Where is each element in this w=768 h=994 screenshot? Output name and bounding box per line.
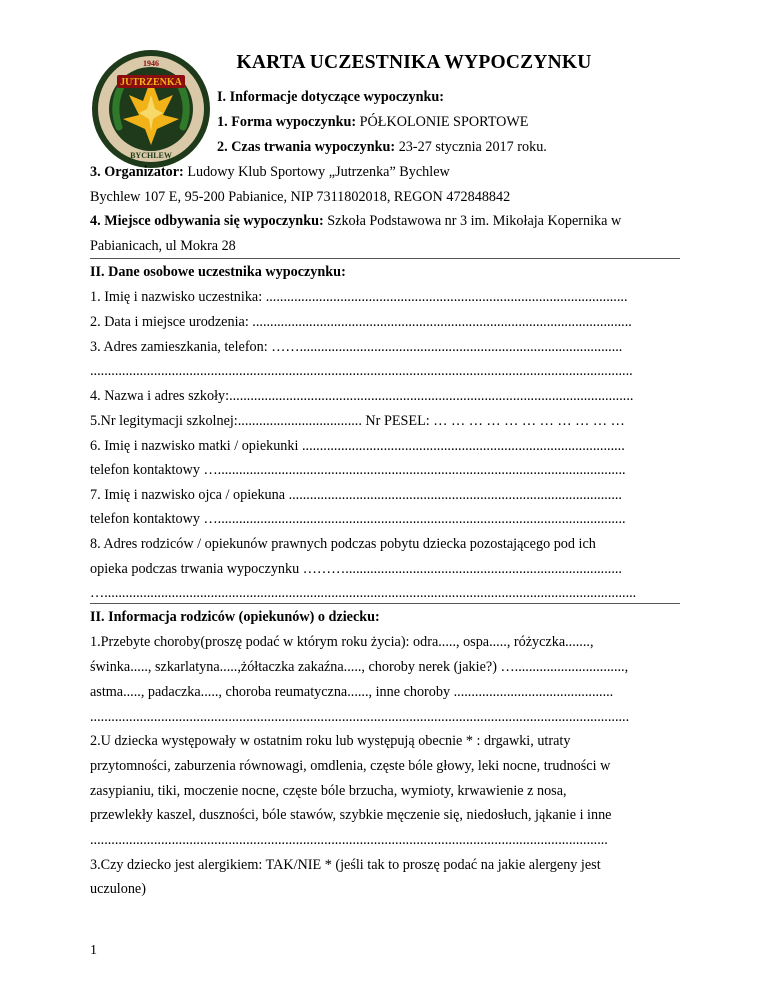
section1-heading: I. Informacje dotyczące wypoczynku: xyxy=(217,89,444,105)
page-title: KARTA UCZESTNIKA WYPOCZYNKU xyxy=(236,52,592,73)
logo-top-text: 1946 xyxy=(143,59,159,68)
form-field[interactable]: 7. Imię i nazwisko ojca / opiekuna .............................................................................................. xyxy=(90,487,622,503)
section3-heading: II. Informacja rodziców (opiekunów) o dziecku: xyxy=(90,609,380,625)
logo-bottom-text: BYCHLEW xyxy=(130,151,172,160)
page-number: 1 xyxy=(90,943,97,958)
club-logo-icon xyxy=(91,49,211,169)
form-field[interactable]: ......................................................................................................................................................... xyxy=(90,363,633,379)
form-field[interactable]: 1. Imię i nazwisko uczestnika: ...................................................................................................... xyxy=(90,289,628,305)
venue-address: Pabianicach, ul Mokra 28 xyxy=(90,238,236,254)
form-field[interactable]: 5.Nr legitymacji szkolnej:................................... Nr PESEL: … … … … … … … … … … … xyxy=(90,413,625,429)
form-field: przytomności, zaburzenia równowagi, omdlenia, częste bóle głowy, leki nocne, trudności w xyxy=(90,758,611,774)
form-field: zasypianiu, tiki, moczenie nocne, częste bóle brzucha, wymioty, krwawienie z nosa, xyxy=(90,783,567,799)
duration: 2. Czas trwania wypoczynku: 23-27 stycznia 2017 roku. xyxy=(217,139,547,155)
divider xyxy=(90,603,680,604)
form-field[interactable]: 6. Imię i nazwisko matki / opiekunki ........................................................................................... xyxy=(90,438,625,454)
form-field: 3.Czy dziecko jest alergikiem: TAK/NIE * (jeśli tak to proszę podać na jakie alergeny jest xyxy=(90,857,601,873)
form-field[interactable]: 4. Nazwa i adres szkoły:.................................................................................................................. xyxy=(90,388,634,404)
form-field[interactable]: .................................................................................................................................................. xyxy=(90,832,608,848)
form-field[interactable]: telefon kontaktowy …................................................................................................................... xyxy=(90,462,626,478)
form-field[interactable]: …...................................................................................................................................................... xyxy=(90,585,637,601)
section2-heading: II. Dane osobowe uczestnika wypoczynku: xyxy=(90,264,346,280)
form-field: uczulone) xyxy=(90,881,146,897)
form-field[interactable]: 1.Przebyte choroby(proszę podać w którym roku życia): odra....., ospa....., różyczka......., xyxy=(90,634,594,650)
divider xyxy=(90,258,680,259)
form-field[interactable]: świnka....., szkarlatyna.....,żółtaczka zakaźna....., choroby nerek (jakie?) …..............................., xyxy=(90,659,629,675)
form-field[interactable]: 3. Adres zamieszkania, telefon: ……........................................................................................... xyxy=(90,339,623,355)
form-field: 8. Adres rodziców / opiekunów prawnych podczas pobytu dziecka pozostającego pod ich xyxy=(90,536,596,552)
organizer: 3. Organizator: Ludowy Klub Sportowy „Jutrzenka” Bychlew xyxy=(90,164,450,180)
organizer-address: Bychlew 107 E, 95-200 Pabianice, NIP 7311802018, REGON 472848842 xyxy=(90,189,511,205)
form-field[interactable]: astma....., padaczka....., choroba reumatyczna......, inne choroby ............................................. xyxy=(90,684,614,700)
form-field[interactable]: opieka podczas trwania wypoczynku ……….............................................................................. xyxy=(90,561,622,577)
form-field: przewlekły kaszel, duszności, bóle stawów, szybkie męczenie się, niedosłuch, jąkanie i inne xyxy=(90,807,612,823)
form-field[interactable]: telefon kontaktowy …................................................................................................................... xyxy=(90,511,626,527)
form-field: 2.U dziecka występowały w ostatnim roku lub występują obecnie * : drgawki, utraty xyxy=(90,733,571,749)
form-field[interactable]: 2. Data i miejsce urodzenia: ........................................................................................................... xyxy=(90,314,632,330)
logo-main-text: JUTRZENKA xyxy=(120,77,182,88)
form-field[interactable]: ........................................................................................................................................................ xyxy=(90,709,630,725)
venue: 4. Miejsce odbywania się wypoczynku: Szkoła Podstawowa nr 3 im. Mikołaja Kopernika w xyxy=(90,213,622,229)
form-of-rest: 1. Forma wypoczynku: PÓŁKOLONIE SPORTOWE xyxy=(217,114,529,130)
